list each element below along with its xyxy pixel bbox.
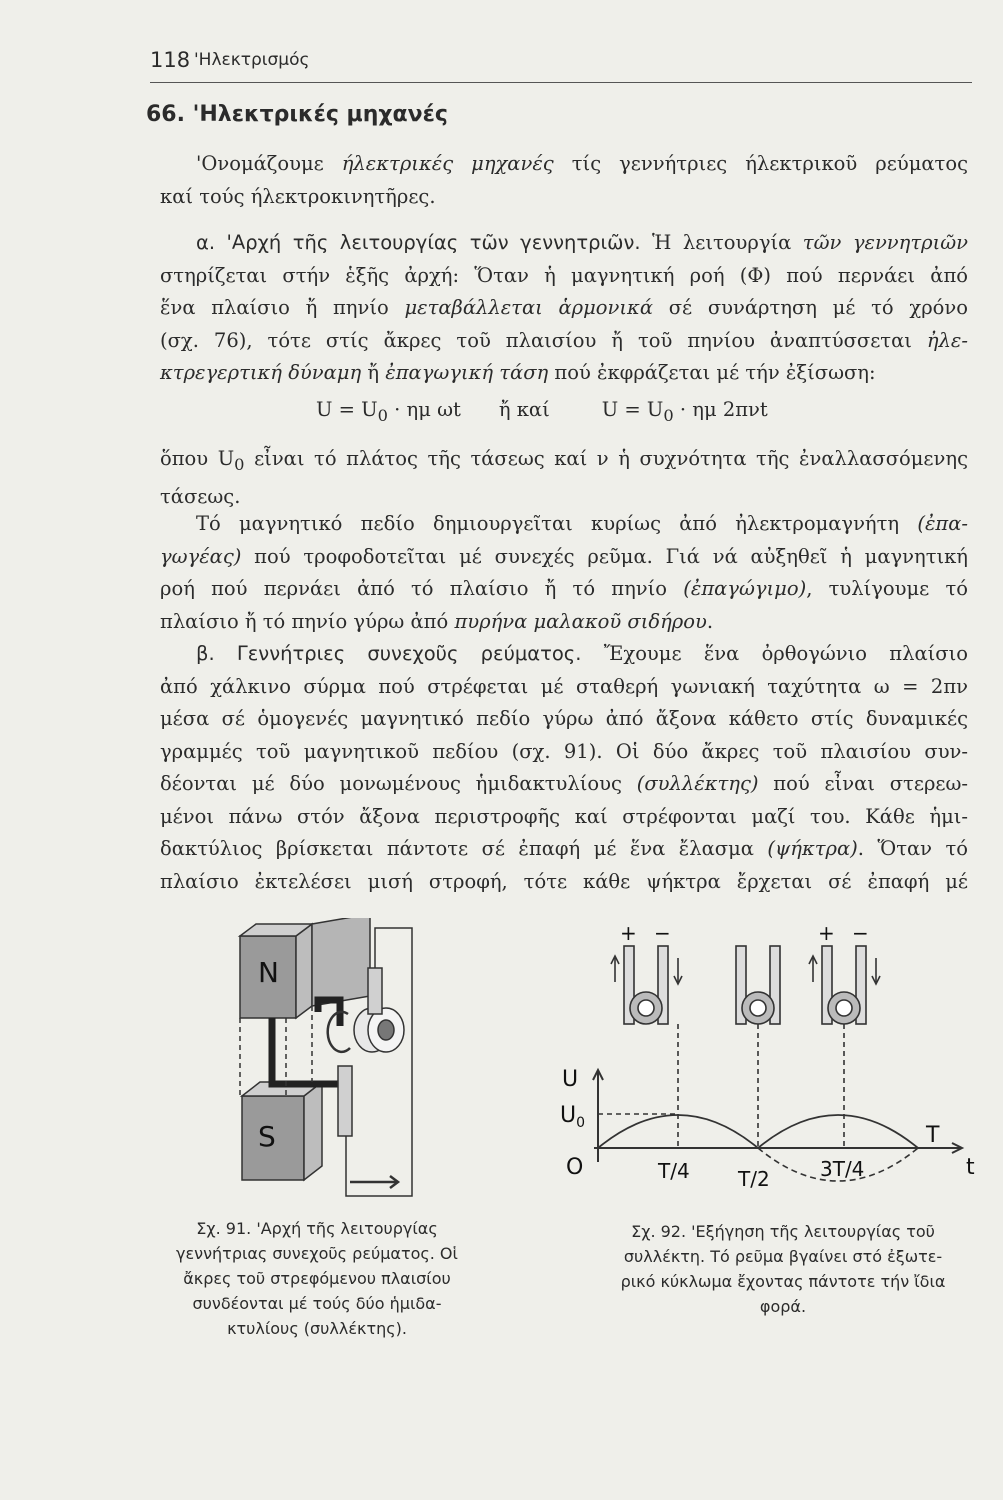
brush-plus-label-1: + (620, 922, 637, 945)
page-number: 118 (150, 48, 191, 72)
where-paragraph: ὅπου $U_0$ εἶναι τό πλάτος τῆς τάσεως καί ν ἡ συχνότητα τῆς ἐναλλασσόμενης τάσεως. (160, 447, 968, 509)
tick-3t4: 3T/4 (820, 1157, 865, 1181)
voltage-equation: $U = U_0 \cdot \eta\mu$ ωt ἤ καί $U = U_0 \cdot \eta\mu$ 2πνt (316, 398, 768, 425)
running-head (150, 48, 980, 78)
pole-n-label: N (258, 956, 279, 989)
commutator-position-2 (736, 946, 780, 1024)
principle-paragraph: α. 'Αρχή τῆς λειτουργίας τῶν γεννητριῶν. Ἡ λειτουργία τῶν γεννητριῶν στηρίζεται στήν ἑξῆς ἀρχή: Ὅταν ἡ μαγνητική ροή (Φ) πού περνάει ἀπό ἕνα πλαίσιο ἤ πηνίο μεταβάλλεται ἁρμονικά σέ συνάρτηση μέ τό χρόνο (σχ. 76), τότε στίς ἄκρες τοῦ πλαισίου ἤ τοῦ πηνίου ἀναπτύσσεται ἠλε- κτρεγερτική δύναμη ἤ ἐπαγωγική τάση πού ἐκφράζεται μέ τήν ἐξίσωση: (160, 231, 968, 384)
origin-label: O (566, 1155, 584, 1180)
figure-91-caption: Σχ. 91. 'Αρχή τῆς λειτουργίας γεννήτριας συνεχοῦς ρεύματος. Οἱ ἄκρες τοῦ στρεφόμενου πλαισίου συνδέονται μέ τούς δύο ἡμιδα- κτυλίους (συλλέκτης). (176, 1219, 458, 1338)
dc-paragraph: β. Γεννήτριες συνεχοῦς ρεύματος. Ἔχουμε ἕνα ὀρθογώνιο πλαίσιο ἀπό χάλκινο σύρμα πού στρέφεται μέ σταθερή γωνιακή ταχύτητα ω = 2πν μέσα σέ ὁμογενές μαγνητικό πεδίο γύρω ἀπό ἄξονα κάθετο στίς δυναμικές γραμμές τοῦ μαγνητικοῦ πεδίου (σχ. 91). Οἱ δύο ἄκρες τοῦ πλαισίου συν- δέονται μέ δύο μονωμένους ἡμιδακτυλίους (συλλέκτης) πού εἶναι στερεω- μένοι πάνω στόν ἄξονα περιστροφῆς καί στρέφονται μαζί του. Κάθε ἡμι- δακτύλιος βρίσκεται πάντοτε σέ ἐπαφή μέ ἕνα ἔλασμα (ψήκτρα). Ὅταν τό πλαίσιο ἐκτελέσει μισή στροφή, τότε κάθε ψήκτρα ἔρχεται σέ ἐπαφή μέ (160, 642, 968, 893)
intro-paragraph: 'Ονομάζουμε ήλεκτρικές μηχανές τίς γεννήτριες ήλεκτρικοῦ ρεύματος καί τούς ήλεκτροκινητῆρες. (160, 152, 968, 208)
principle-heading: α. 'Αρχή τῆς λειτουργίας τῶν γεννητριῶν. (196, 231, 641, 254)
tick-t4: T/4 (658, 1159, 690, 1183)
axis-t-label: t (966, 1155, 975, 1180)
running-title: 'Ηλεκτρισμός (194, 50, 310, 70)
pole-s-label: S (258, 1120, 276, 1153)
section-title: 66. 'Ηλεκτρικές μηχανές (146, 102, 448, 127)
brush-minus-label-1: − (654, 922, 671, 945)
tick-t2: T/2 (738, 1167, 770, 1191)
brush-minus-label-3: − (852, 922, 869, 945)
commutator-position-1 (611, 946, 682, 1024)
axis-u-label: U (562, 1067, 579, 1092)
figure-92-commutator-graph (540, 922, 990, 1222)
figure-92-caption: Σχ. 92. 'Εξήγηση τῆς λειτουργίας τοῦ συλλέκτη. Τό ρεῦμα βγαίνει στό ἐξωτε- ρικό κύκλωμα ἔχοντας πάντοτε τήν ἴδια φορά. (620, 1222, 946, 1316)
brush-plus-label-3: + (818, 922, 835, 945)
header-rule (150, 82, 972, 83)
figure-91-generator (200, 918, 450, 1208)
dc-heading: β. Γεννήτριες συνεχοῦς ρεύματος. (196, 642, 582, 665)
commutator-position-3 (809, 946, 880, 1024)
field-paragraph: Τό μαγνητικό πεδίο δημιουργεῖται κυρίως ἀπό ἠλεκτρομαγνήτη (ἐπα- γωγέας) πού τροφοδοτεῖται μέ συνεχές ρεῦμα. Γιά νά αὐξηθεῖ ἡ μαγνητική ροή πού περνάει ἀπό τό πλαίσιο ἤ τό πηνίο (ἐπαγώγιμο), τυλίγουμε τό πλαίσιο ἤ τό πηνίο γύρω ἀπό πυρήνα μαλακοῦ σιδήρου. (160, 512, 969, 633)
u0-label: $U_0$ (560, 1103, 586, 1131)
period-label: T (926, 1123, 940, 1148)
